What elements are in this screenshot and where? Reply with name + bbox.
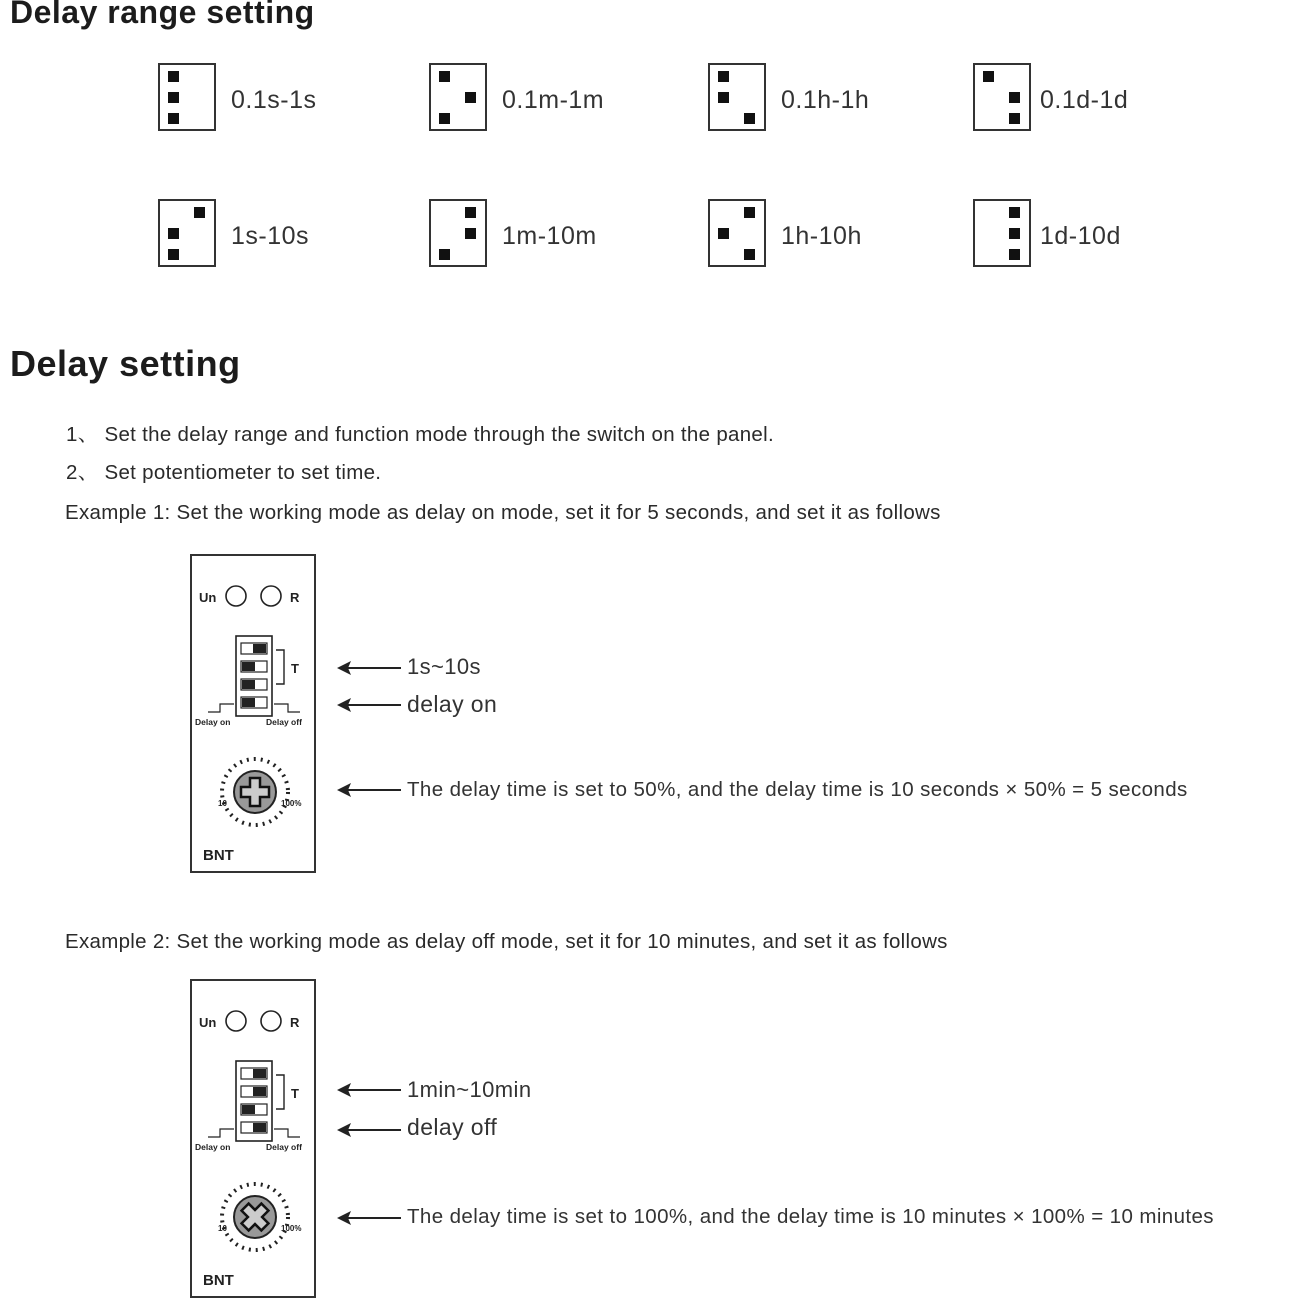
arrow-left-icon bbox=[335, 1208, 405, 1228]
potentiometer-dial-icon bbox=[222, 1184, 288, 1250]
range-label: 1h-10h bbox=[781, 222, 862, 250]
range-label: 1m-10m bbox=[502, 222, 597, 250]
dial-max-label: 100% bbox=[281, 799, 302, 808]
arrow-left-icon bbox=[335, 780, 405, 800]
arrow-left-icon bbox=[335, 1080, 405, 1100]
step-text: 1、 Set the delay range and function mode through the switch on the panel. bbox=[66, 423, 774, 446]
step-text: 2、 Set potentiometer to set time. bbox=[66, 461, 382, 484]
section-title-delay-range: Delay range setting bbox=[10, 0, 315, 30]
dip-switch-block-icon bbox=[236, 636, 272, 716]
power-led-icon bbox=[226, 586, 246, 606]
un-label: Un bbox=[199, 590, 217, 605]
un-label: Un bbox=[199, 1015, 217, 1030]
power-led-icon bbox=[226, 1011, 246, 1031]
time-callout: The delay time is set to 50%, and the delay time is 10 seconds × 50% = 5 seconds bbox=[407, 778, 1188, 801]
dip-switch-icon bbox=[158, 199, 216, 267]
brand-label: BNT bbox=[203, 1272, 234, 1289]
dip-switch-icon bbox=[708, 63, 766, 131]
t-label: T bbox=[291, 661, 299, 676]
range-label: 1d-10d bbox=[1040, 222, 1121, 250]
range-label: 0.1d-1d bbox=[1040, 86, 1129, 114]
range-callout: 1s~10s bbox=[407, 654, 481, 679]
dip-switch-icon bbox=[708, 199, 766, 267]
dip-switch-block-icon bbox=[236, 1061, 272, 1141]
delay-on-label: Delay on bbox=[195, 717, 231, 727]
relay-panel bbox=[190, 979, 316, 1298]
arrow-left-icon bbox=[335, 658, 405, 678]
dip-switch-icon bbox=[429, 63, 487, 131]
dip-switch-icon bbox=[429, 199, 487, 267]
dip-switch-icon bbox=[973, 199, 1031, 267]
dial-min-label: 10 bbox=[218, 799, 227, 808]
relay-panel bbox=[190, 554, 316, 873]
arrow-left-icon bbox=[335, 695, 405, 715]
relay-led-icon bbox=[261, 1011, 281, 1031]
dip-switch-icon bbox=[973, 63, 1031, 131]
t-label: T bbox=[291, 1086, 299, 1101]
example-text: Example 2: Set the working mode as delay off mode, set it for 10 minutes, and set it as follows bbox=[65, 930, 948, 953]
dial-min-label: 10 bbox=[218, 1224, 227, 1233]
time-callout: The delay time is set to 100%, and the delay time is 10 minutes × 100% = 10 minutes bbox=[407, 1205, 1214, 1228]
potentiometer-dial-icon bbox=[222, 759, 288, 825]
example-text: Example 1: Set the working mode as delay on mode, set it for 5 seconds, and set it as follows bbox=[65, 501, 941, 524]
dial-max-label: 100% bbox=[281, 1224, 302, 1233]
r-label: R bbox=[290, 1015, 300, 1030]
delay-off-label: Delay off bbox=[266, 1142, 302, 1152]
dip-switch-icon bbox=[158, 63, 216, 131]
arrow-left-icon bbox=[335, 1120, 405, 1140]
mode-callout: delay on bbox=[407, 691, 498, 717]
range-label: 1s-10s bbox=[231, 222, 310, 250]
delay-off-label: Delay off bbox=[266, 717, 302, 727]
range-label: 0.1h-1h bbox=[781, 86, 870, 114]
relay-led-icon bbox=[261, 586, 281, 606]
mode-callout: delay off bbox=[407, 1114, 498, 1140]
brand-label: BNT bbox=[203, 847, 234, 864]
r-label: R bbox=[290, 590, 300, 605]
range-callout: 1min~10min bbox=[407, 1077, 532, 1102]
range-label: 0.1m-1m bbox=[502, 86, 605, 114]
delay-on-label: Delay on bbox=[195, 1142, 231, 1152]
section-title-delay-setting: Delay setting bbox=[10, 343, 241, 384]
range-label: 0.1s-1s bbox=[231, 86, 317, 114]
